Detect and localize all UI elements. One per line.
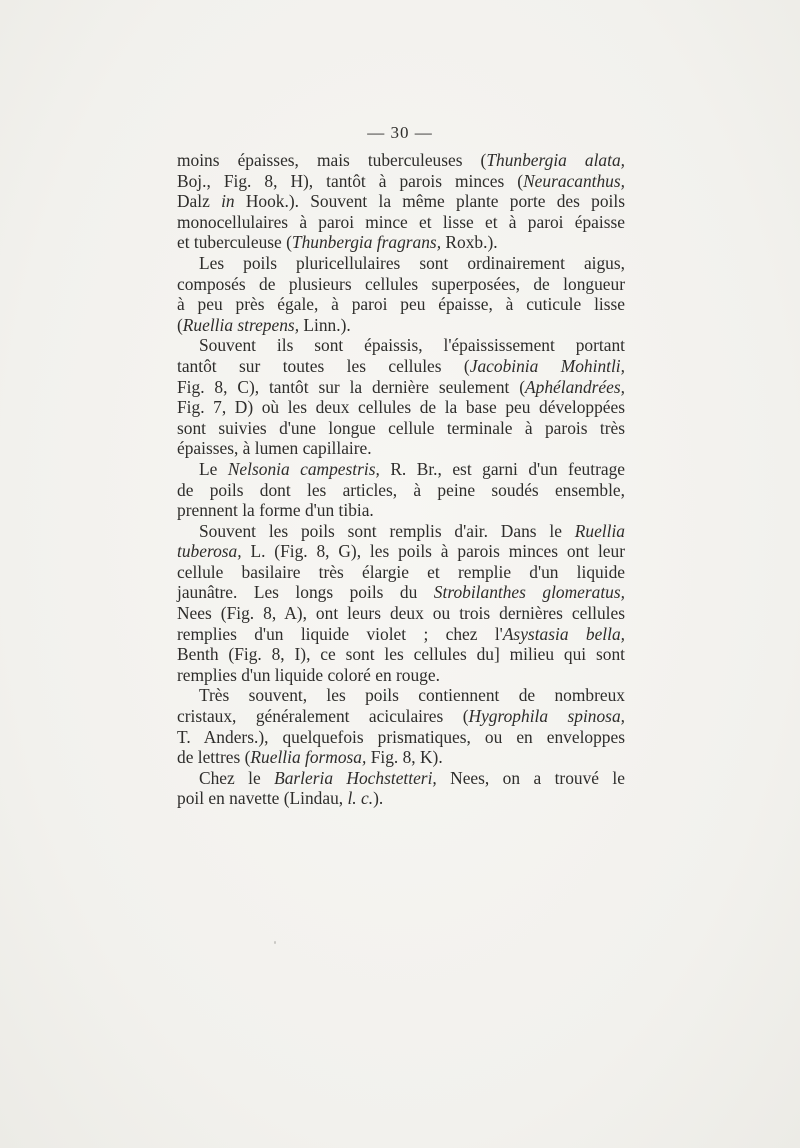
text-line bbox=[177, 335, 625, 356]
text-line bbox=[177, 377, 625, 398]
text-run: tantôt sur toutes les cellules ( bbox=[177, 355, 470, 376]
text-line bbox=[177, 150, 625, 171]
text-line bbox=[177, 191, 625, 212]
text-run: monocellulaires à paroi mince et lisse et à paroi épaisse bbox=[177, 211, 625, 232]
text-run: ( bbox=[177, 314, 183, 335]
paper-speck bbox=[274, 941, 276, 944]
text-line bbox=[177, 294, 625, 315]
italic-run: Ruellia strepens, bbox=[182, 314, 300, 335]
text-run: remplies d'un liquide coloré en rouge. bbox=[177, 664, 440, 685]
text-run: Roxb.). bbox=[441, 232, 498, 253]
text-line bbox=[177, 274, 625, 295]
text-line bbox=[177, 356, 625, 377]
text-run: à peu près égale, à paroi peu épaisse, à cuticule lisse bbox=[177, 294, 625, 315]
italic-run: tuberosa, bbox=[177, 541, 242, 562]
text-run: Souvent les poils sont remplis d'air. Dans le bbox=[199, 520, 575, 541]
italic-run: Neuracanthus, bbox=[523, 170, 625, 191]
text-run: R. Br., est garni d'un feutrage bbox=[379, 458, 625, 479]
text-run: Dalz bbox=[177, 191, 222, 212]
text-run: ). bbox=[373, 788, 384, 809]
text-line bbox=[177, 418, 625, 439]
italic-run: Jacobinia Mohintli, bbox=[469, 355, 625, 376]
text-run: Fig. 8, C), tantôt sur la dernière seulement ( bbox=[177, 376, 526, 397]
italic-run: Asystasia bella, bbox=[502, 623, 625, 644]
text-run: Souvent ils sont épaissis, l'épaississement portant bbox=[199, 335, 625, 356]
text-line bbox=[177, 480, 625, 501]
text-run: sont suivies d'une longue cellule terminale à parois très bbox=[177, 417, 625, 438]
text-run: Boj., Fig. 8, H), tantôt à parois minces ( bbox=[177, 170, 524, 191]
text-line bbox=[177, 665, 625, 686]
text-line bbox=[177, 788, 625, 809]
text-run: de lettres ( bbox=[177, 747, 251, 768]
text-line bbox=[177, 644, 625, 665]
italic-run: Thunbergia alata, bbox=[486, 150, 625, 170]
text-line bbox=[177, 727, 625, 748]
text-line bbox=[177, 397, 625, 418]
text-line bbox=[177, 624, 625, 645]
text-run: prennent la forme d'un tibia. bbox=[177, 500, 374, 521]
text-line bbox=[177, 706, 625, 727]
text-run: T. Anders.), quelquefois prismatiques, ou en enveloppes bbox=[177, 726, 625, 747]
text-run: poil en navette (Lindau, bbox=[177, 788, 348, 809]
text-line bbox=[177, 768, 625, 789]
italic-run: Strobilanthes glomeratus, bbox=[433, 582, 625, 603]
italic-run: Thunbergia fragrans, bbox=[291, 232, 442, 253]
text-run: Hook.). Souvent la même plante porte des poils bbox=[234, 191, 625, 212]
text-line bbox=[177, 459, 625, 480]
text-run: Fig. 8, K). bbox=[366, 747, 443, 768]
text-line bbox=[177, 541, 625, 562]
text-run: et tuberculeuse ( bbox=[177, 232, 292, 253]
italic-run: Hygrophila spinosa, bbox=[468, 706, 625, 727]
text-run: Très souvent, les poils contiennent de nombreux bbox=[199, 685, 625, 706]
text-run: de poils dont les articles, à peine soudés ensemble, bbox=[177, 479, 625, 500]
text-run: remplies d'un liquide violet ; chez l' bbox=[177, 623, 503, 644]
italic-run: Barleria Hochstetteri, bbox=[274, 767, 437, 788]
text-run: Le bbox=[199, 458, 228, 479]
text-run: Les poils pluricellulaires sont ordinairement aigus, bbox=[199, 252, 625, 273]
text-run: Fig. 7, D) où les deux cellules de la base peu développées bbox=[177, 397, 625, 418]
text-line bbox=[177, 521, 625, 542]
text-line bbox=[177, 315, 625, 336]
text-line bbox=[177, 747, 625, 768]
text-line bbox=[177, 171, 625, 192]
text-line bbox=[177, 582, 625, 603]
text-run: Chez le bbox=[199, 767, 275, 788]
text-run: épaisses, à lumen capillaire. bbox=[177, 438, 372, 459]
text-line bbox=[177, 500, 625, 521]
text-line bbox=[177, 253, 625, 274]
text-line bbox=[177, 603, 625, 624]
text-run: Nees, on a trouvé le bbox=[436, 767, 625, 788]
text-line bbox=[177, 232, 625, 253]
text-run: Nees (Fig. 8, A), ont leurs deux ou trois dernières cellules bbox=[177, 603, 625, 624]
body-text bbox=[177, 150, 625, 809]
text-line bbox=[177, 562, 625, 583]
text-run: moins épaisses, mais tuberculeuses ( bbox=[177, 150, 487, 170]
italic-run: Ruellia formosa, bbox=[250, 747, 367, 768]
text-line bbox=[177, 212, 625, 233]
italic-run: Ruellia bbox=[574, 520, 625, 541]
text-run: cellule basilaire très élargie et remplie d'un liquide bbox=[177, 561, 625, 582]
text-run: Benth (Fig. 8, I), ce sont les cellules du] milieu qui sont bbox=[177, 644, 625, 665]
text-run: jaunâtre. Les longs poils du bbox=[177, 582, 434, 603]
page-number: — 30 — bbox=[367, 123, 433, 142]
text-run: Linn.). bbox=[299, 314, 351, 335]
italic-run: Aphélandrées, bbox=[525, 376, 625, 397]
italic-run: Nelsonia campestris, bbox=[227, 458, 380, 479]
text-line bbox=[177, 438, 625, 459]
text-run: L. (Fig. 8, G), les poils à parois minces ont leur bbox=[241, 541, 625, 562]
text-run: composés de plusieurs cellules superposées, de longueur bbox=[177, 273, 625, 294]
italic-run: in bbox=[221, 191, 235, 212]
italic-run: l. c. bbox=[347, 788, 374, 809]
text-run: cristaux, généralement aciculaires ( bbox=[177, 706, 469, 727]
text-line bbox=[177, 685, 625, 706]
